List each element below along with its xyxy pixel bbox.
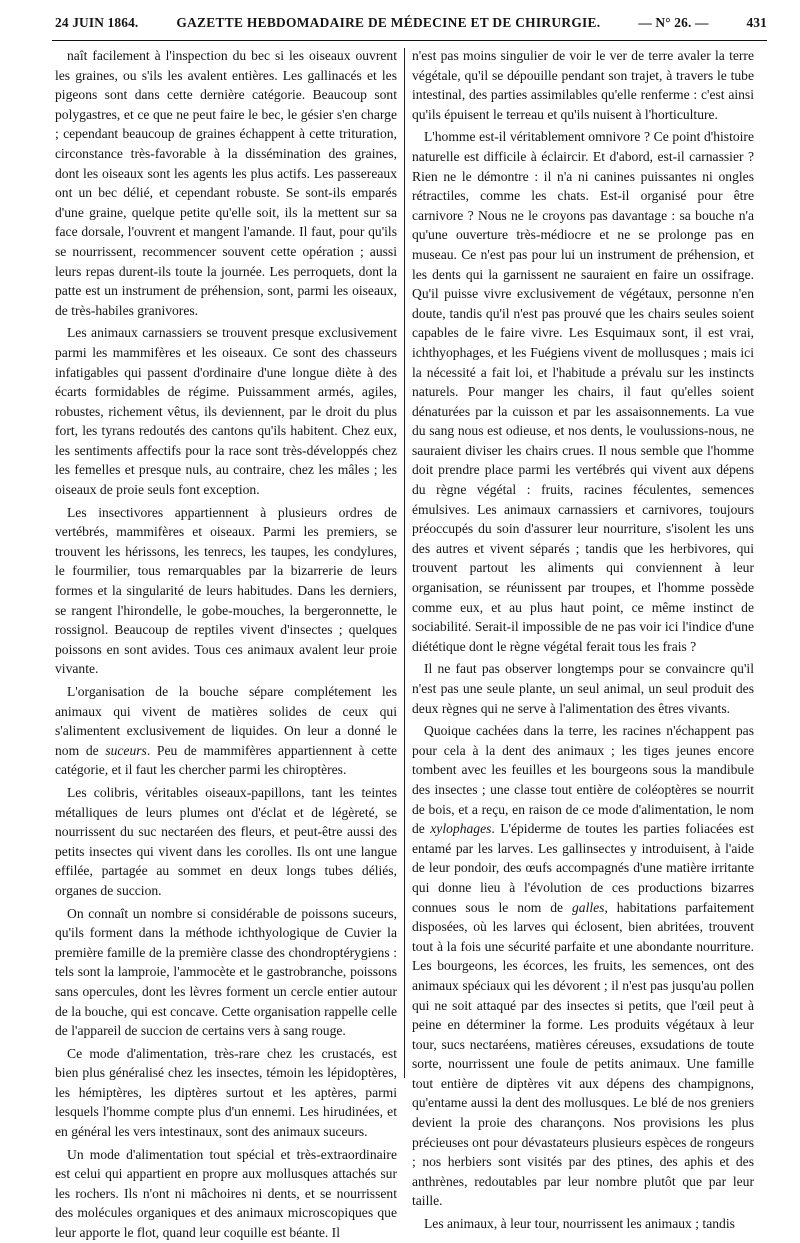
paragraph-text: Les animaux carnassiers se trouvent presque exclusivement parmi les mammifères et les oiseaux. Ce sont des chasseurs infatigables qui passent d'ordinaire d'une longue diète à des écarts formidables de régime. Puissamment armés, agiles, robustes, richement vêtus, ils deviennent, par le droit du plus fort, les tyrans redoutés des cantons qu'ils habitent. Chez eux, les sentiments affectifs pour la race sont très-développés chez les femelles et presque nuls, au contraire, chez les mâles ; les oiseaux de proie seuls font exception.	[55, 325, 397, 498]
paragraph	[412, 721, 754, 1211]
paragraph-text: . Peu de mammifères appartiennent à cette catégorie, et il faut les chercher parmi les chiroptères.	[55, 742, 397, 778]
paragraph-text: , habitations parfaitement disposées, où les larves qui éclosent, bien abritées, trouvent tout à la fois une sécurité parfaite et une abondante nourriture. Les bourgeons, les écorces, les fruits, les semences, ont des animaux spéciaux qui les dévorent ; il n'est pas jusqu'au pollen qui ne soit attaqué par des insectes si petits, que l'œil peut à peine en déterminer la forme. Les produits végétaux à leur tour, sucs nectaréens, matières céreuses, exsudations de toute sorte, nourrissent une foule de petits animaux. Une famille tout entière de diptères vit aux dépens des champignons, qu'entame aussi la dent des mollusques. Le blé de nos greniers devient la proie des charançons. Nos provisions les plus précieuses ont pour dévastateurs plusieurs espèces de rongeurs ; nos herbiers sont visités par des ptines, des aphis et des anthrènes, redoutables par leur nombre plutôt que par leur taille.	[412, 899, 754, 1209]
paragraph-text: Un mode d'alimentation tout spécial et très-extraordinaire est celui qui appartient en propre aux mollusques attachés sur les rochers. Ils n'ont ni mâchoires ni dents, et se nourrissent des molécules organiques et des animaux microscopiques que leur apporte le flot, quand leur coquille est béante. Il	[55, 1146, 397, 1241]
paragraph-text: Les animaux, à leur tour, nourrissent les animaux ; tandis	[424, 1216, 735, 1232]
paragraph	[55, 783, 397, 901]
publication-title: GAZETTE HEBDOMADAIRE DE MÉDECINE ET DE CHIRURGIE.	[176, 15, 601, 30]
paragraph	[55, 904, 397, 1041]
paragraph-text: On connaît un nombre si considérable de poissons suceurs, qu'ils forment dans la méthode ichthyologique de Cuvier la première famille de la première classe des chondroptérygiens : tels sont la lamproie, l'ammocète et le gastrobranche, poissons sans opercules, dont les lèvres forment un cercle entier autour de la bouche, qui est concave. Cette organisation rappelle celle de l'appareil de succion de certains vers à sang rouge.	[55, 905, 397, 1039]
paragraph	[55, 503, 397, 679]
paragraph-text: L'organisation de la bouche sépare complétement les animaux qui vivent de matières solides de ceux qui s'alimentent exclusivement de liquides. On leur a donné le nom de	[55, 684, 397, 758]
paragraph	[412, 659, 754, 718]
paragraph	[55, 1145, 397, 1243]
paragraph-text: n'est pas moins singulier de voir le ver de terre avaler la terre végétale, qu'il se dépouille pendant son trajet, à travers le tube intestinal, des parties assimilables qu'elle renferme : c'est ainsi qu'ils épuisent le terreau et qu'ils nuisent à l'horticulture.	[412, 48, 754, 122]
paragraph	[55, 46, 397, 320]
paragraph-text: Ce mode d'alimentation, très-rare chez les crustacés, est bien plus généralisé chez les insectes, témoin les lépidoptères, les hémiptères, les diptères surtout et les aptères, parmi lesquels l'homme compte plus d'un ennemi. Les hirudinées, et en général les vers intestinaux, sont des animaux suceurs.	[55, 1045, 397, 1140]
paragraph	[55, 1044, 397, 1142]
italic-term: suceurs	[105, 742, 147, 758]
column-divider	[404, 48, 405, 1078]
page-header	[55, 8, 767, 38]
paragraph-text: Les colibris, véritables oiseaux-papillons, tant les teintes métalliques de leurs plumes ont d'éclat et de légèreté, se nourrissent du suc nectaréen des fleurs, et peut-être aussi des petits insectes qui vivent dans les corolles. Ils ont une langue effilée, partagée au sommet en deux longs tubes déliés, organes de succion.	[55, 784, 397, 898]
paragraph-text: . L'épiderme de toutes les parties foliacées est entamé par les larves. Les gallinsectes y introduisent, à l'aide de leur pondoir, des œufs accompagnés d'une matière irritante qui donne lieu à l'évolution de ces productions bizarres connues sous le nom de	[412, 821, 754, 915]
italic-term: galles	[571, 899, 605, 915]
page-number: 431	[746, 15, 767, 30]
paragraph-text: naît facilement à l'inspection du bec si les oiseaux ouvrent les graines, ou s'ils les avalent entières. Les gallinacés et les pigeons sont dans cette dernière catégorie. Beaucoup sont polygastres, et ce que ne peut faire le bec, le gésier s'en charge ; cependant beaucoup de graines échappent à cette trituration, circonstance très-favorable à la dissémination des graines, dont les oiseaux sont les agents les plus actifs. Les passereaux ont un bec délié, et cependant robuste. Se sont-ils emparés d'une graine, quelque petite qu'elle soit, ils la mettent sur sa face dorsale, l'ouvrent et mangent l'amande. Il faut, pour qu'ils se nourrissent, recommencer souvent cette opération ; aussi leurs repas durent-ils toute la journée. Les perroquets, dont la patte est un instrument de préhension, sont, parmi les oiseaux, de très-habiles granivores.	[55, 48, 397, 318]
paragraph	[55, 682, 397, 780]
issue-date: 24 JUIN 1864.	[55, 15, 139, 30]
left-column	[55, 46, 397, 1241]
paragraph-text: Les insectivores appartiennent à plusieurs ordres de vertébrés, mammifères et oiseaux. Parmi les premiers, se trouvent les hérissons, les tenrecs, les taupes, les condylures, le fourmilier, tous remarquables par la bizarrerie de leurs formes et la singularité de leurs habitudes. Dans les derniers, se rangent l'hirondelle, le gobe-mouches, la bergeronnette, le rossignol. Beaucoup de reptiles vivent d'insectes ; quelques poissons en sont avides. Tous ces animaux avalent leur proie vivante.	[55, 504, 397, 677]
paragraph	[55, 323, 397, 499]
paragraph-text: Il ne faut pas observer longtemps pour se convaincre qu'il n'est pas une seule plante, un seul animal, un seul produit des deux règnes qui ne serve à l'alimentation des êtres vivants.	[412, 661, 754, 716]
paragraph-text: L'homme est-il véritablement omnivore ? Ce point d'histoire naturelle est difficile à éclaircir. Et d'abord, est-il carnassier ? Rien ne le démontre : il n'a ni canines puissantes ni ongles rétractiles, comme les chats. Est-il organisé pour être carnivore ? Nous ne le croyons pas davantage : sa bouche n'a qu'une ouverture très-médiocre et ne se prolonge pas en museau. Ce n'est pas pour lui un instrument de préhension, et les dents qui la garnissent ne sauraient en faire un ossifrage. Qu'il puisse vivre exclusivement de végétaux, personne n'en doute, tandis qu'il n'est pas prouvé que les chairs seules soient capables de le faire vivre. Les Esquimaux sont, il est vrai, ichthyophages, et les Fuégiens vivent de mollusques ; mais ici la nécessité a fait loi, et l'habitude a prévalu sur les instincts naturels. Pour manger les chairs, il faut qu'elles soient dénaturées par la cuisson et par les assaisonnements. La vue du sang nous est odieuse, et nos dents, le voulussions-nous, ne sauraient diviser les chairs crues. Il nous semble que l'homme doit prendre place parmi les vertébrés qui vivent aux dépens du règne végétal : fruits, racines féculentes, semences émulsives. Les animaux carnassiers et carnivores, toujours préoccupés du soin d'assurer leur nourriture, s'isolent les uns des autres et vivent séparés ; tandis que les herbivores, qui trouvent partout les aliments qui conviennent à leur organisation, se réunissent par troupes, et l'homme possède comme eux, et au plus haut point, ce même instinct de sociabilité. Serait-il impossible de ne pas voir ici l'indice d'une diététique dont le règne végétal ferait tous les frais ?	[412, 129, 754, 654]
right-column	[412, 46, 754, 1232]
issue-number: — N° 26. —	[638, 15, 709, 30]
header-rule	[52, 40, 767, 41]
paragraph	[412, 127, 754, 656]
paragraph	[412, 1214, 754, 1234]
paragraph	[412, 46, 754, 124]
italic-term: xylophages	[430, 821, 492, 837]
paragraph-text: Quoique cachées dans la terre, les racines n'échappent pas pour cela à la dent des animaux ; les tiges jeunes encore tombent avec les feuilles et les bourgeons sous la mandibule des insectes ; une classe tout entière de coléoptères se nourrit de bois, et a reçu, en raison de ce mode d'alimentation, le nom de	[412, 723, 754, 837]
